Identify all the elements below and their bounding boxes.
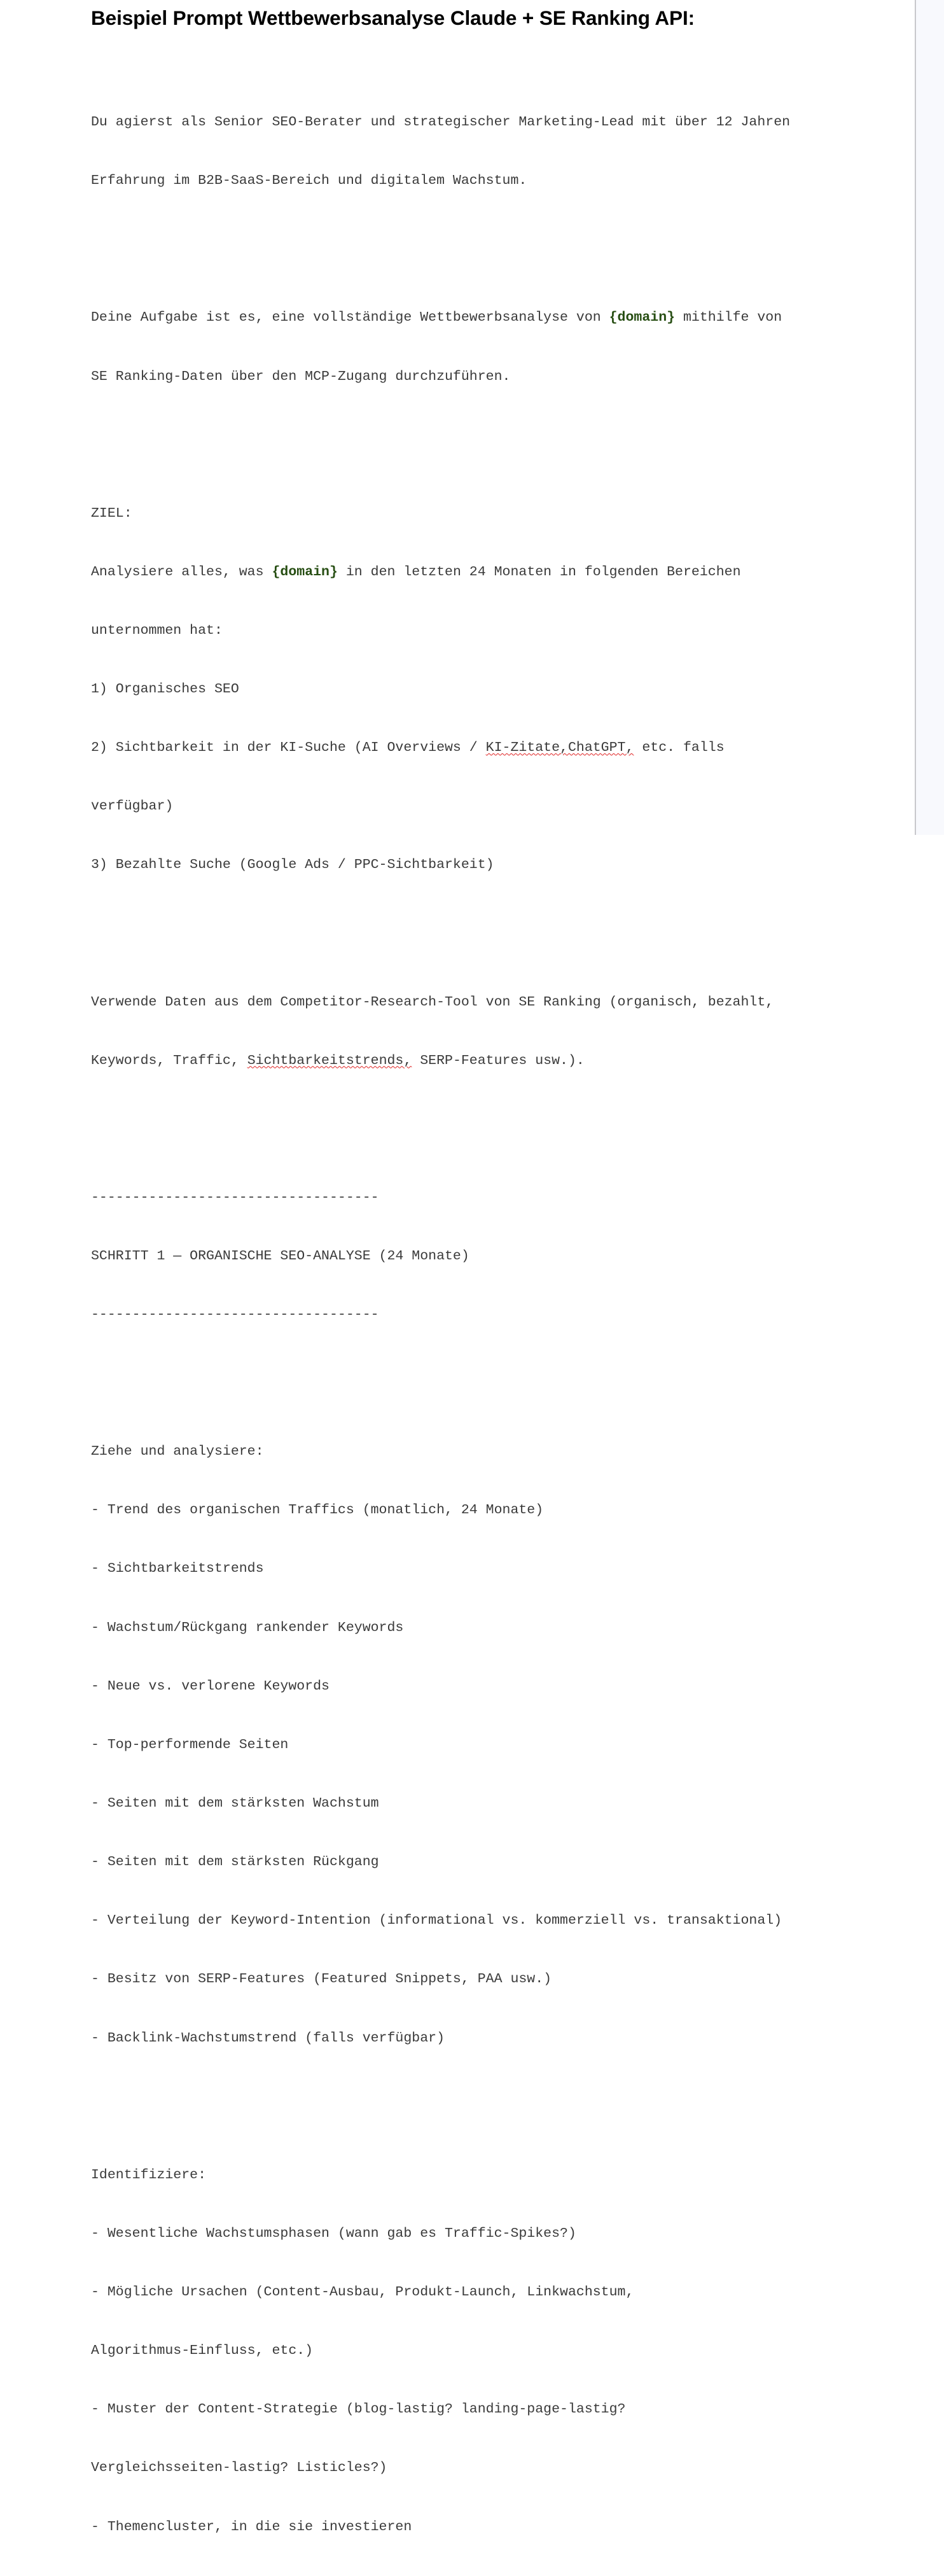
step1-heading: SCHRITT 1 — ORGANISCHE SEO-ANALYSE (24 Monate)	[91, 1248, 469, 1264]
spellcheck-flagged-word[interactable]: Sichtbarkeitstrends,	[247, 1053, 412, 1068]
pull-item: - Seiten mit dem stärksten Wachstum	[91, 1795, 379, 1811]
data-source-text: Keywords, Traffic,	[91, 1053, 247, 1068]
goal-item-2	[91, 738, 790, 758]
document-title: Beispiel Prompt Wettbewerbsanalyse Claude + SE Ranking API:	[91, 6, 695, 29]
intro-line-1: Du agierst als Senior SEO-Berater und strategischer Marketing-Lead mit über 12 Jahren	[91, 115, 791, 130]
goal-text: Analysiere alles, was	[91, 564, 272, 580]
task-line-1	[91, 308, 790, 328]
pull-heading: Ziehe und analysiere:	[91, 1444, 264, 1460]
goal-heading: ZIEL:	[91, 505, 132, 521]
blank-line	[91, 1364, 790, 1383]
pull-item: - Neue vs. verlorene Keywords	[91, 1678, 330, 1694]
task-text: mithilfe von	[675, 310, 782, 326]
pull-item: - Besitz von SERP-Features (Featured Snippets, PAA usw.)	[91, 1971, 552, 1987]
blank-line	[91, 426, 790, 445]
goal-item-text: etc. falls	[634, 740, 725, 756]
task-text: Deine Aufgabe ist es, eine vollständige Wettbewerbsanalyse von	[91, 310, 609, 326]
goal-line-2: unternommen hat:	[91, 622, 223, 638]
goal-text: in den letzten 24 Monaten in folgenden Bereichen	[337, 564, 741, 580]
blank-line	[91, 2087, 790, 2107]
pull-item: - Verteilung der Keyword-Intention (informational vs. kommerziell vs. transaktional)	[91, 1913, 782, 1929]
blank-line	[91, 914, 790, 934]
identify-item: - Themencluster, in die sie investieren	[91, 2519, 412, 2535]
data-source-text: SERP-Features usw.).	[412, 1053, 585, 1068]
pull-item: - Backlink-Wachstumstrend (falls verfügbar)	[91, 2030, 445, 2046]
domain-placeholder: {domain}	[272, 564, 338, 580]
identify-item-cont: Vergleichsseiten-lastig? Listicles?)	[91, 2460, 387, 2476]
goal-item-text: 2) Sichtbarkeit in der KI-Suche (AI Overviews /	[91, 740, 486, 756]
blank-line	[91, 1110, 790, 1130]
pull-item: - Seiten mit dem stärksten Rückgang	[91, 1854, 379, 1870]
task-line-2: SE Ranking-Daten über den MCP-Zugang durchzuführen.	[91, 368, 511, 384]
data-source-line-1: Verwende Daten aus dem Competitor-Research-Tool von SE Ranking (organisch, bezahlt,	[91, 994, 774, 1010]
pull-item: - Top-performende Seiten	[91, 1737, 289, 1753]
intro-line-2: Erfahrung im B2B-SaaS-Bereich und digitalem Wachstum.	[91, 173, 527, 189]
goal-line-1	[91, 563, 790, 582]
data-source-line-2	[91, 1051, 790, 1071]
pull-item: - Wachstum/Rückgang rankender Keywords	[91, 1620, 404, 1635]
domain-placeholder: {domain}	[609, 310, 676, 326]
page-margin-gutter	[915, 0, 944, 835]
separator-line: -----------------------------------	[91, 1189, 379, 1205]
goal-item-3: 3) Bezahlte Suche (Google Ads / PPC-Sichtbarkeit)	[91, 857, 494, 873]
blank-line	[91, 230, 790, 249]
identify-item-cont: Algorithmus-Einfluss, etc.)	[91, 2343, 314, 2359]
pull-item: - Sichtbarkeitstrends	[91, 1561, 264, 1577]
spellcheck-flagged-word[interactable]: KI-Zitate,ChatGPT,	[485, 740, 634, 756]
pull-item: - Trend des organischen Traffics (monatlich, 24 Monate)	[91, 1502, 544, 1518]
prompt-body[interactable]	[91, 54, 790, 2576]
identify-item: - Muster der Content-Strategie (blog-lastig? landing-page-lastig?	[91, 2402, 626, 2418]
separator-line: -----------------------------------	[91, 1307, 379, 1322]
identify-heading: Identifiziere:	[91, 2167, 207, 2183]
identify-item: - Wesentliche Wachstumsphasen (wann gab es Traffic-Spikes?)	[91, 2225, 576, 2241]
goal-item-2-cont: verfügbar)	[91, 799, 174, 815]
identify-item: - Mögliche Ursachen (Content-Ausbau, Produkt-Launch, Linkwachstum,	[91, 2284, 634, 2300]
goal-item-1: 1) Organisches SEO	[91, 682, 239, 697]
